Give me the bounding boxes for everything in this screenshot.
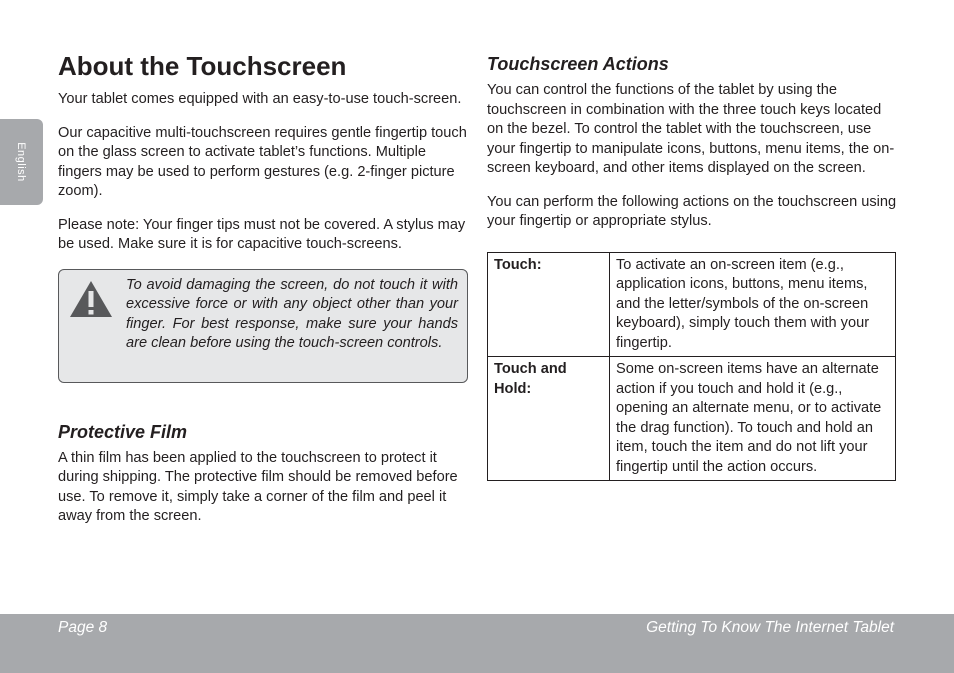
touchscreen-actions-heading: Touchscreen Actions (487, 54, 669, 74)
action-description: Some on-screen items have an alternate action if you touch and hold it (e.g., opening an alternate menu, or to activate the drag function). To touch and hold an item, touch the item and do not lift your fingertip until the action occurs. (610, 357, 896, 481)
language-tab-label: English (15, 142, 27, 182)
warning-box (58, 269, 468, 383)
right-column (487, 53, 897, 481)
warning-icon (68, 279, 114, 319)
intro-paragraph: Your tablet comes equipped with an easy-to-use touch-screen. (58, 91, 462, 107)
capacitive-paragraph: Our capacitive multi-touchscreen requires gentle fingertip touch on the glass screen to activate tablet’s functions. Multiple fingers may be used to perform gestures (e.g. 2-finger picture zoom). (58, 124, 467, 199)
left-column (58, 50, 468, 541)
actions-intro-paragraph: You can control the functions of the tablet by using the touchscreen in combination with the three touch keys located on the bezel. To control the tablet with the touchscreen, use your fingertip to manipulate icons, buttons, menu items, the on-screen keyboard, and other items displayed on the screen. (487, 82, 895, 176)
note-paragraph: Please note: Your finger tips must not be covered. A stylus may be used. Make sure it is for capacitive touch-screens. (58, 216, 466, 252)
action-description: To activate an on-screen item (e.g., application icons, buttons, menu items, and the letter/symbols of the on-screen keyboard), simply touch them with your fingertip. (610, 252, 896, 357)
action-term: Touch: (488, 252, 610, 357)
section-title: Getting To Know The Internet Tablet (646, 619, 894, 636)
actions-table (487, 252, 896, 482)
table-row (488, 252, 896, 357)
actions-list-intro: You can perform the following actions on the touchscreen using your fingertip or appropriate stylus. (487, 193, 897, 229)
action-term: Touch and Hold: (488, 357, 610, 481)
page-footer (0, 614, 954, 673)
page-title: About the Touchscreen (58, 51, 347, 81)
table-row (488, 357, 896, 481)
warning-text: To avoid damaging the screen, do not touch it with excessive force or with any object other than your finger. For best response, make sure your hands are clean before using the touch-screen controls. (126, 276, 458, 351)
language-tab (0, 119, 43, 205)
protective-film-text: A thin film has been applied to the touchscreen to protect it during shipping. The protective film should be removed before use. To remove it, simply take a corner of the film and peel it away from the screen. (58, 449, 458, 524)
page-number: Page 8 (58, 619, 108, 636)
protective-film-heading: Protective Film (58, 421, 188, 442)
